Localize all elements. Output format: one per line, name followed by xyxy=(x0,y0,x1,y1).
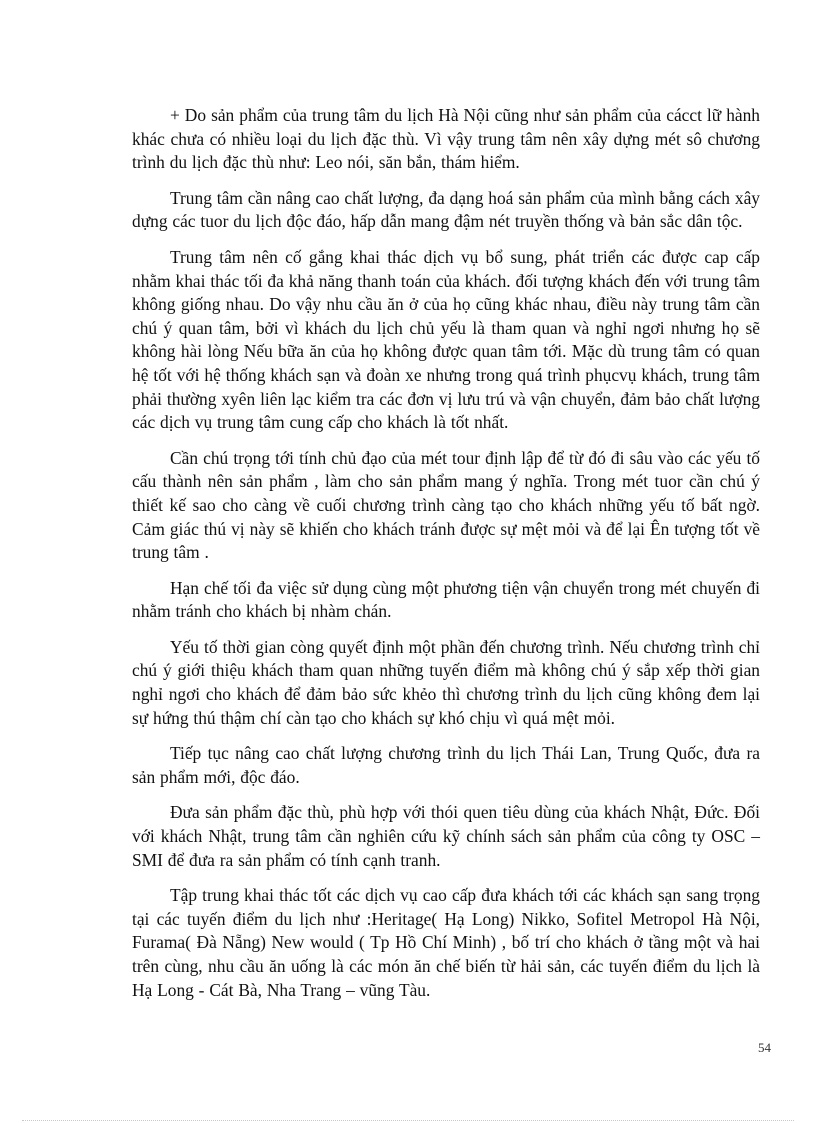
paragraph: Trung tâm cần nâng cao chất lượng, đa dạng hoá sản phẩm của mình bằng cách xây dựng các tuor du lịch độc đáo, hấp dẫn mang đậm nét truyền thống và bản sắc dân tộc. xyxy=(132,187,760,232)
paragraph: Tập trung khai thác tốt các dịch vụ cao cấp đưa khách tới các khách sạn sang trọng tại các tuyến điểm du lịch như :Heritage( Hạ Long) Nikko, Sofitel Metropol Hà Nội, Furama( Đà Nẵng) New would ( Tp Hồ Chí Minh) , bố trí cho khách ở tầng một và hai trên cùng, nhu cầu ăn uống là các món ăn chế biến từ hải sản, các tuyến điểm du lịch là Hạ Long - Cát Bà, Nha Trang – vũng Tàu. xyxy=(132,885,760,1000)
paragraph: Tiếp tục nâng cao chất lượng chương trình du lịch Thái Lan, Trung Quốc, đưa ra sản phẩm mới, độc đáo. xyxy=(132,743,760,787)
page-bottom-divider xyxy=(22,1120,794,1121)
paragraph: Đưa sản phẩm đặc thù, phù hợp với thói quen tiêu dùng của khách Nhật, Đức. Đối với khách Nhật, trung tâm cần nghiên cứu kỹ chính sách sản phẩm của công ty OSC – SMI để đưa ra sản phẩm có tính cạnh tranh. xyxy=(132,802,760,870)
paragraph: Cần chú trọng tới tính chủ đạo của mét tour định lập để từ đó đi sâu vào các yếu tố cấu thành nên sản phẩm , làm cho sản phẩm mang ý nghĩa. Trong mét tuor cần chú ý thiết kế sao cho càng về cuối chương trình càng tạo cho khách những yếu tố bất ngờ. Cảm giác thú vị này sẽ khiến cho khách tránh được sự mệt mỏi và để lại Ên tượng tốt về trung tâm . xyxy=(132,447,760,563)
paragraph: + Do sản phẩm của trung tâm du lịch Hà Nội cũng như sản phẩm của cácct lữ hành khác chưa có nhiều loại du lịch đặc thù. Vì vậy trung tâm nên xây dựng mét sô chương trình du lịch đặc thù như: Leo nói, săn bắn, thám hiểm. xyxy=(132,105,760,173)
paragraph: Hạn chế tối đa việc sử dụng cùng một phương tiện vận chuyển trong mét chuyến đi nhằm tránh cho khách bị nhàm chán. xyxy=(132,577,760,622)
paragraph: Yếu tố thời gian còng quyết định một phần đến chương trình. Nếu chương trình chỉ chú ý giới thiệu khách tham quan những tuyến điểm mà không chú ý sắp xếp thời gian nghỉ ngơi cho khách để đảm bảo sức khẻo thì chương trình du lịch cũng không đem lại sự hứng thú thậm chí càn tạo cho khách sự khó chịu vì quá mệt mỏi. xyxy=(132,636,760,728)
page-number: 54 xyxy=(758,1040,771,1055)
paragraph: Trung tâm nên cố gắng khai thác dịch vụ bổ sung, phát triển các được cap cấp nhằm khai thác tối đa khả năng thanh toán của khách. đối tượng khách đến với trung tâm không giống nhau. Do vậy nhu cầu ăn ở của họ cũng khác nhau, điều này trung tâm cần chú ý quan tâm, bởi vì khách du lịch chủ yếu là tham quan và nghỉ ngơi nhưng họ sẽ không hài lòng Nếu bữa ăn của họ không được quan tâm tới. Mặc dù trung tâm có quan hệ tốt với hệ thống khách sạn và đoàn xe nhưng trong quá trình phụcvụ khách, trung tâm phải thường xyên liên lạc kiểm tra các đơn vị lưu trú và vận chuyển, đảm bảo chất lượng các dịch vụ trung tâm cung cấp cho khách là tốt nhất. xyxy=(132,246,760,433)
body-text xyxy=(132,104,760,1014)
